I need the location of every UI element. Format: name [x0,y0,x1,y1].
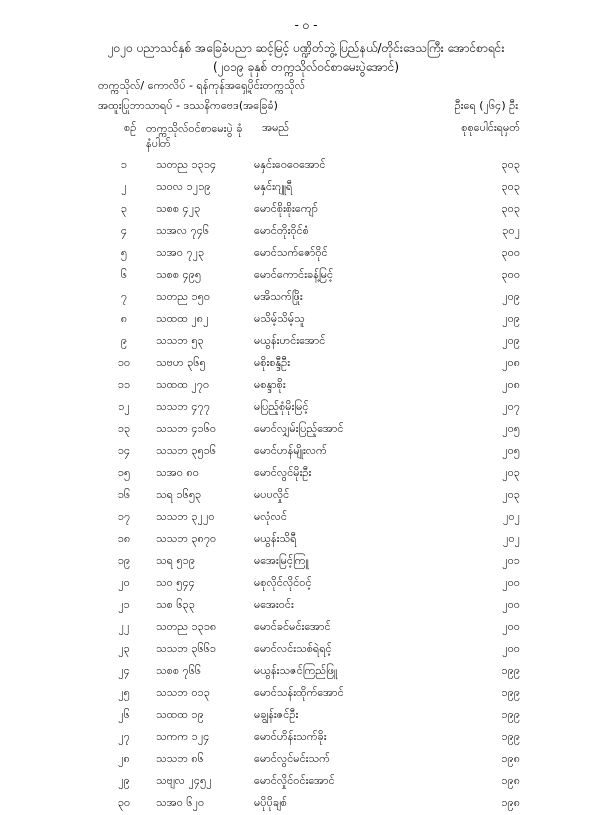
table-row [0,243,612,265]
row-number: ၃ [120,202,128,215]
table-row [0,199,612,221]
row-score: ၁၉၉ [501,730,520,743]
table-row [0,397,612,419]
row-number: ၁၇ [117,510,131,523]
table-header [0,119,612,149]
table-row [0,573,612,595]
row-name: မယွန်းသိရီ [254,532,297,545]
row-name: မလုံလင် [254,510,288,523]
row-roll-number: သတည ၁၅၀ [156,290,211,303]
table-row [0,793,612,815]
row-roll-number: သကက ၁၂၄ [156,730,210,743]
table-row [0,661,612,683]
row-roll-number: သထထ ၂၈၂ [156,312,209,325]
table-row [0,595,612,617]
row-number: ၁၂ [118,400,130,413]
row-roll-number: သသဘ ၃၅၁၆ [156,444,217,457]
row-roll-number: သရ ၅၁၉ [156,554,196,567]
row-name: မနှင်းဝေဝေအောင် [254,158,326,171]
table-row [0,749,612,771]
row-number: ၁၃ [117,422,131,435]
row-score: ၂၀၉ [502,334,520,347]
row-name: မအေးမြင့်ကြူ [254,554,309,567]
row-score: ၂၀၅ [502,422,520,435]
row-number: ၂၃ [118,642,130,655]
row-name: မပြည့်စုံမိုးမြင့် [254,400,309,413]
row-score: ၂၀၁ [502,554,520,567]
row-name: မသိမ့်သိမ့်သူ [254,312,305,325]
row-name: မောင်ဟိန်းသက်ခိုး [254,730,327,743]
row-number: ၁၉ [117,554,131,567]
row-roll-number: သတည ၁၃၁၈ [156,620,217,633]
row-roll-number: သသဘ ၈၆ [156,752,204,765]
row-number: ၉ [120,334,128,347]
row-name: မောင်ကောင်းခန့်မြင့် [254,268,334,281]
row-number: ၇ [120,290,128,303]
row-number: ၁၄ [117,444,131,457]
row-score: ၃၀၀ [501,246,520,259]
row-number: ၁၅ [117,466,131,479]
row-number: ၂၁ [118,598,130,611]
row-number: ၁၈ [117,532,131,545]
row-roll-number: သသဘ ၄၇၇ [156,400,210,413]
row-number: ၄ [120,224,128,237]
table-row [0,419,612,441]
row-name: မောင်လွင်မိုးဦး [254,466,312,479]
row-roll-number: သသဘ ၅၃ [156,334,204,347]
row-name: မောင်ခင်မင်းအောင် [254,620,331,633]
row-name: မောင်တိုးဝိုင်စံ [254,224,309,237]
row-name: မပပလှိုင် [254,488,290,501]
row-roll-number: သတည ၁၃၁၄ [156,158,217,171]
table-row [0,639,612,661]
row-number: ၂၈ [118,752,130,765]
table-row [0,441,612,463]
row-name: မယွန်းသဇင်ကြည်ဖြူ [254,664,338,677]
row-name: မစုလိုင်လိုင်ဝင့် [254,576,312,589]
row-name: မောင်လျှမ်းပြည့်အောင် [254,422,344,435]
row-score: ၂၀၂ [503,510,520,523]
row-name: မောင်သန်းထိုက်အောင် [254,686,344,699]
row-roll-number: သသဘ ၃၂၂၀ [156,510,215,523]
row-score: ၁၉၉ [501,708,520,721]
row-name: မောင်လင်းသစ်ရဲရင့် [254,642,332,655]
table-row [0,485,612,507]
table-row [0,287,612,309]
row-score: ၁၉၈ [501,752,520,765]
table-row [0,617,612,639]
row-score: ၃၀၀ [501,268,520,281]
row-score: ၂၀၈ [502,378,520,391]
row-number: ၂၄ [118,664,130,677]
page-number: - ၀ - [294,18,318,32]
row-score: ၁၉၈ [501,774,520,787]
row-roll-number: သဝလ ၁၂၁၉ [156,180,211,193]
row-name: မယွန်းဟင်းအောင် [254,334,326,347]
table-row [0,529,612,551]
row-number: ၆ [120,268,128,281]
row-name: မောင်စိုးစိုးကျော် [254,202,318,215]
row-roll-number: သဗဟ ၃၆၅ [156,356,206,369]
row-name: မောင်လွင်မင်းသက် [254,752,330,765]
row-number: ၂၆ [118,708,130,721]
row-name: မအိသက်ဖြိုး [254,290,303,303]
row-number: ၂ [121,180,127,193]
row-number: ၃၀ [117,796,131,809]
row-roll-number: သထထ ၁၉ [156,708,204,721]
results-table [0,155,612,815]
row-score: ၂၀၈ [502,356,520,369]
row-roll-number: သစ ၆၃၃ [156,598,195,611]
row-score: ၂၀၀ [502,620,520,633]
row-roll-number: သဗျလ ၂၄၅၂ [156,774,212,787]
title-line-2: (၂၀၁၉ ခုနှစ် တက္ကသိုလ်ဝင်စာမေးပွဲအောင်) [212,60,400,74]
row-score: ၁၉၉ [501,664,520,677]
row-number: ၂၇ [118,730,130,743]
row-number: ၂၉ [118,774,130,787]
table-row [0,265,612,287]
header-roll: တက္ကသိုလ်ဝင်စာမေးပွဲ ခုံနံပါတ် [146,122,243,150]
row-roll-number: သစစ ၇၆၆ [156,664,202,677]
row-roll-number: သအဝ ၆၂၀ [156,796,205,809]
row-name: မပိုပိုချစ် [254,796,287,809]
row-score: ၃၀၃ [501,158,520,171]
title-line-1: ၂၀၂၀ ပညာသင်နှစ် အခြေခံပညာ ဆင့်မြင့် ပဏ္ဍိတ်ဘွဲ့ ပြည်နယ်/တိုင်းဒေသကြီး အောင်စာရင်း [107,41,505,55]
row-number: ၁၀ [117,356,131,369]
row-score: ၃၀၃ [501,202,520,215]
row-roll-number: သစစ ၄၂၃ [156,202,201,215]
table-row [0,331,612,353]
row-number: ၁ [120,158,128,171]
row-name: မနှင်းဂျူရီ [254,180,293,193]
row-score: ၁၉၈ [501,796,520,809]
row-roll-number: သစစ ၄၉၅ [156,268,202,281]
university-line: တက္ကသိုလ်/ ကောလိပ် - ရန်ကုန်အရှေ့ပိုင်းတက္ကသိုလ် [98,79,306,92]
row-score: ၃၀၃ [501,180,520,193]
row-score: ၂၀၀ [502,598,520,611]
row-roll-number: သသဘ ၃၆၆၁ [156,642,217,655]
table-row [0,771,612,793]
row-roll-number: သသဘ ၄၁၆၀ [156,422,217,435]
row-roll-number: သဝ ၅၄၄ [156,576,195,589]
table-row [0,551,612,573]
row-score: ၂၀၀ [502,576,520,589]
row-roll-number: သရ ၁၆၅၃ [156,488,202,501]
header-score: စုစုပေါင်းရမှတ် [461,121,520,134]
row-number: ၂၅ [118,686,130,699]
row-name: မောင်ဟန်မျိုးလက် [254,444,327,457]
row-number: ၅ [120,246,128,259]
table-row [0,353,612,375]
row-score: ၂၀၅ [502,444,520,457]
row-score: ၂၀၇ [502,400,520,413]
row-number: ၂၂ [118,620,130,633]
table-row [0,507,612,529]
row-name: မောင်လှိုင်ဝင်းအောင် [254,774,335,787]
table-row [0,683,612,705]
table-row [0,727,612,749]
row-number: ၂၀ [118,576,130,589]
row-score: ၃၀၂ [502,224,520,237]
row-name: မောင်သက်ဇော်ဝိုင် [254,246,328,259]
row-score: ၂၀၂ [503,532,520,545]
header-no: စဉ် [124,121,137,134]
row-name: မချွန်းဇင်ဦး [254,708,299,721]
row-score: ၂၀၃ [502,466,520,479]
table-row [0,309,612,331]
row-name: မစန္ဒာစိုး [254,378,286,391]
row-score: ၂၀၃ [502,488,520,501]
row-score: ၂၀၉ [502,290,520,303]
row-number: ၁၆ [117,488,131,501]
row-roll-number: သသဘ ၃၈၇၀ [156,532,217,545]
row-roll-number: သသဘ ၀၁၃ [156,686,210,699]
table-row [0,221,612,243]
row-roll-number: သအဝ ၇၂၃ [156,246,205,259]
total-count: ဦးရေ (၂၆၄) ဦး [454,99,518,112]
row-score: ၂၀၀ [502,642,520,655]
row-score: ၂၀၉ [502,312,520,325]
table-row [0,705,612,727]
row-roll-number: သထထ ၂၇၀ [156,378,210,391]
table-row [0,155,612,177]
header-name: အမည် [262,121,290,134]
row-roll-number: သအဝ ၈၀ [156,466,199,479]
row-score: ၁၉၉ [501,686,520,699]
table-row [0,463,612,485]
table-row [0,177,612,199]
table-row [0,375,612,397]
row-name: မစိုးစန္ဒီဦး [254,356,291,369]
row-number: ၁၁ [117,378,131,391]
row-roll-number: သအလ ၇၄၆ [156,224,210,237]
subject-label: အထူးပြုဘာသာရပ် - ဒဿနိကဗေဒ(အခြေခံ) [98,99,278,112]
row-name: မအေးဝင်း [254,598,294,611]
row-number: ၈ [120,312,128,325]
